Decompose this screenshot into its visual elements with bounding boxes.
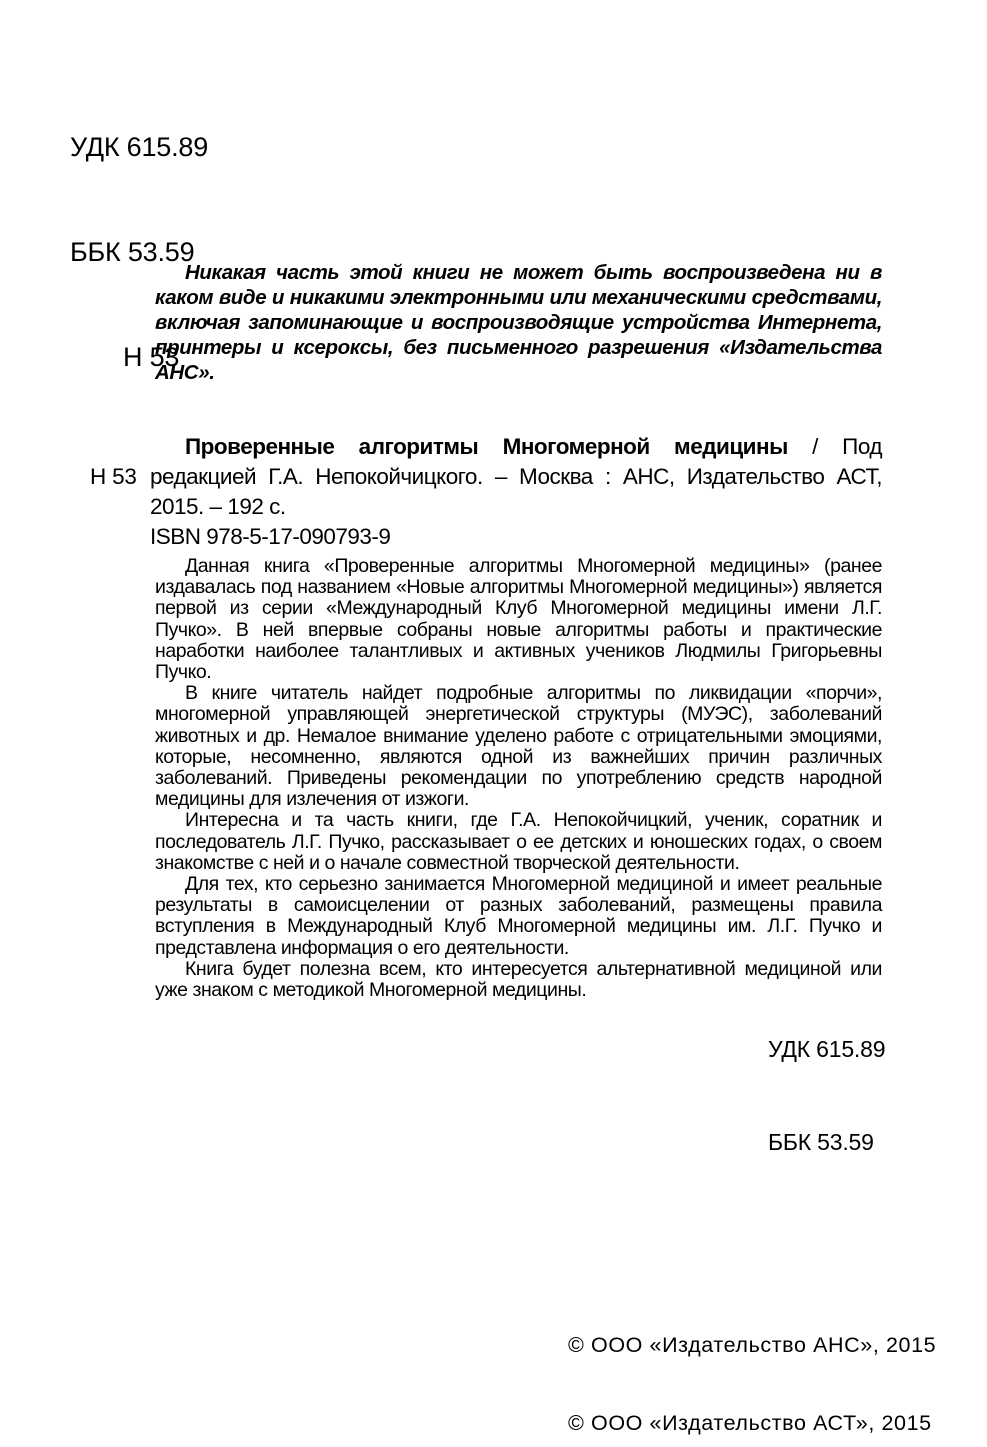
isbn-number: ISBN 978-5-17-090793-9 — [150, 524, 391, 549]
annotation-paragraph: Книга будет полезна всем, кто интересуется альтернативной медициной или уже знаком с методикой Многомерной медицины. — [155, 957, 882, 1002]
udk-code-top: УДК 615.89 — [70, 132, 209, 162]
copyright-line: © ООО «Издательство АНС», 2015 — [568, 1333, 937, 1357]
catalog-entry — [150, 432, 882, 522]
bbk-code-top: ББК 53.59 — [70, 237, 195, 267]
author-mark-entry: Н 53 — [90, 464, 137, 489]
catalog-entry-block — [150, 432, 882, 552]
annotation-block — [155, 556, 882, 1001]
bbk-code-bottom: ББК 53.59 — [768, 1129, 874, 1155]
publisher-copyrights — [568, 1280, 936, 1447]
annotation-paragraph: Интересна и та часть книги, где Г.А. Непокойчицкий, ученик, соратник и последователь Л.Г. Пучко, рассказывает о ее детских и юношеских годах, о своем знакомстве с ней и о начале совместной творческой деятельности. — [155, 809, 882, 874]
catalog-entry-title: Проверенные алгоритмы Многомерной медицины — [185, 434, 788, 459]
copyright-line: © ООО «Издательство АСТ», 2015 — [568, 1411, 932, 1435]
annotation-paragraph: Для тех, кто серьезно занимается Многомерной медициной и имеет реальные результаты в самоисцелении от разных заболеваний, размещены правила вступления в Международный Клуб Многомерной медицины им. Л.Г. Пучко и представлена информация о его деятельности. — [155, 873, 882, 959]
annotation-paragraph: В книге читатель найдет подробные алгоритмы по ликвидации «порчи», многомерной управляющей энергетической структуры (МУЭС), заболеваний животных и др. Немалое внимание уделено работе с отрицательными эмоциями, которые, несомненно, являются одной из важнейших причин различных заболеваний. Приведены рекомендации по употреблению средств народной медицины для излечения от изжоги. — [155, 682, 882, 811]
top-catalog-codes — [70, 60, 208, 445]
reproduction-notice: Никакая часть этой книги не может быть воспроизведена ни в каком виде и никакими электронными или механическими средствами, включая запоминающие и воспроизводящие устройства Интернета, принтеры и ксероксы, без письменного разрешения «Издательства АНС». — [155, 261, 882, 384]
annotation-paragraph: Данная книга «Проверенные алгоритмы Многомерной медицины» (ранее издавалась под названием «Новые алгоритмы Многомерной медицины») является первой из серии «Международный Клуб Многомерной медицины имени Л.Г. Пучко». В ней впервые собраны новые алгоритмы работы и практические наработки наиболее талантливых и активных учеников Людмилы Григорьевны Пучко. — [155, 555, 882, 684]
author-mark-top: Н 53 — [123, 342, 180, 372]
catalog-entry-details: / Под редакцией Г.А. Непокойчицкого. – Москва : АНС, Издательство АСТ, 2015. – 192 с. — [150, 434, 882, 519]
udk-code-bottom: УДК 615.89 — [768, 1036, 886, 1062]
bottom-catalog-codes — [768, 972, 885, 1220]
